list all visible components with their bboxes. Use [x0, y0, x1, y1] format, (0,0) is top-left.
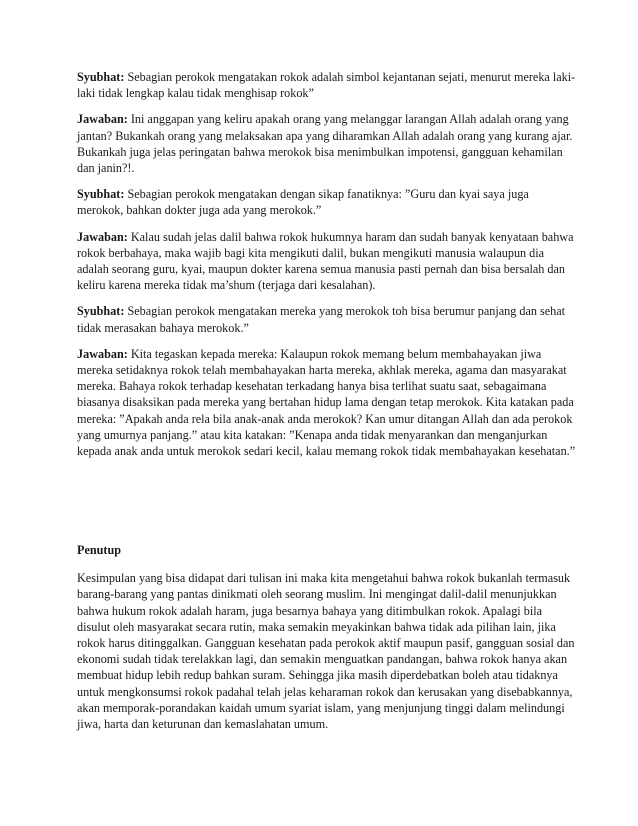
- jawaban-paragraph: [77, 346, 577, 459]
- jawaban-paragraph: [77, 229, 577, 294]
- syubhat-paragraph: [77, 69, 577, 101]
- syubhat-paragraph: [77, 303, 577, 335]
- closing-paragraph: Kesimpulan yang bisa didapat dari tulisan ini maka kita mengetahui bahwa rokok bukanlah termasuk barang-barang yang pantas dinikmati oleh seorang muslim. Ini mengingat dalil-dalil menunjukkan bahwa hukum rokok adalah haram, juga besarnya bahaya yang ditimbulkan rokok. Apalagi bila disulut oleh masyarakat secara rutin, maka semakin meyakinkan bahwa tidak ada pilihan lain, jika rokok harus ditinggalkan. Gangguan kesehatan pada perokok aktif maupun pasif, gangguan sosial dan ekonomi sudah tidak terelakkan lagi, dan semakin menguatkan pandangan, bahwa rokok hanya akan membuat hidup lebih redup bahkan suram. Sehingga jika masih diperdebatkan boleh atau tidaknya untuk mengkonsumsi rokok padahal telah jelas keharaman rokok dan kerusakan yang disebabkannya, akan memporak-porandakan kaidah umum syariat islam, yang menjunjung tinggi dalam melindungi jiwa, harta dan keturunan dan kemaslahatan umum.: [77, 571, 575, 732]
- section-heading: Penutup: [77, 543, 122, 557]
- jawaban-text: Kita tegaskan kepada mereka: Kalaupun rokok memang belum membahayakan jiwa mereka setidaknya rokok telah membahayakan harta mereka, akhlak mereka, agama dan masyarakat mereka. Bahaya rokok terhadap kesehatan terkadang hanya bisa terlihat suatu saat, sebagaimana biasanya disaksikan pada mereka yang bertahan hidup lama dengan tetap merokok. Kita katakan pada mereka: ”Apakah anda rela bila anak-anak anda merokok? Kan umur ditangan Allah dan ada perokok yang umurnya panjang.” atau kita katakan: ”Kenapa anda tidak menyarankan dan menganjurkan kepada anak anda untuk merokok sedari kecil, kalau memang rokok tidak membahayakan kesehatan.”: [77, 346, 576, 459]
- closing-section: [77, 542, 577, 742]
- syubhat-text: Sebagian perokok mengatakan dengan sikap fanatiknya: ”Guru dan kyai saya juga merokok, bahkan dokter juga ada yang merokok.”: [77, 187, 529, 218]
- syubhat-text: Sebagian perokok mengatakan mereka yang merokok toh bisa berumur panjang dan sehat tidak merasakan bahaya merokok.”: [77, 304, 566, 335]
- jawaban-text: Kalau sudah jelas dalil bahwa rokok hukumnya haram dan sudah banyak kenyataan bahwa rokok berbahaya, maka wajib bagi kita mengikuti dalil, bukan mengikuti manusia walaupun dia adalah seorang guru, kyai, maupun dokter karena semua manusia pasti pernah dan bisa bersalah dan keliru karena mereka tidak ma’shum (terjaga dari kesalahan).: [77, 229, 574, 293]
- syubhat-label: Syubhat:: [77, 187, 125, 202]
- jawaban-label: Jawaban:: [77, 346, 128, 361]
- syubhat-label: Syubhat:: [77, 304, 125, 319]
- syubhat-paragraph: [77, 186, 577, 218]
- document-body: [77, 69, 577, 469]
- syubhat-text: Sebagian perokok mengatakan rokok adalah simbol kejantanan sejati, menurut mereka laki-laki tidak lengkap kalau tidak menghisap rokok”: [77, 70, 576, 101]
- jawaban-label: Jawaban:: [77, 229, 128, 244]
- jawaban-text: Ini anggapan yang keliru apakah orang yang melanggar larangan Allah adalah orang yang jantan? Bukankah orang yang melaksakan apa yang diharamkan Allah adalah orang yang kurang ajar. Bukankah juga jelas peringatan bahwa merokok bisa menimbulkan impotensi, gangguan kehamilan dan janin?!.: [77, 112, 573, 176]
- jawaban-label: Jawaban:: [77, 112, 128, 127]
- syubhat-label: Syubhat:: [77, 70, 125, 84]
- jawaban-paragraph: [77, 111, 577, 176]
